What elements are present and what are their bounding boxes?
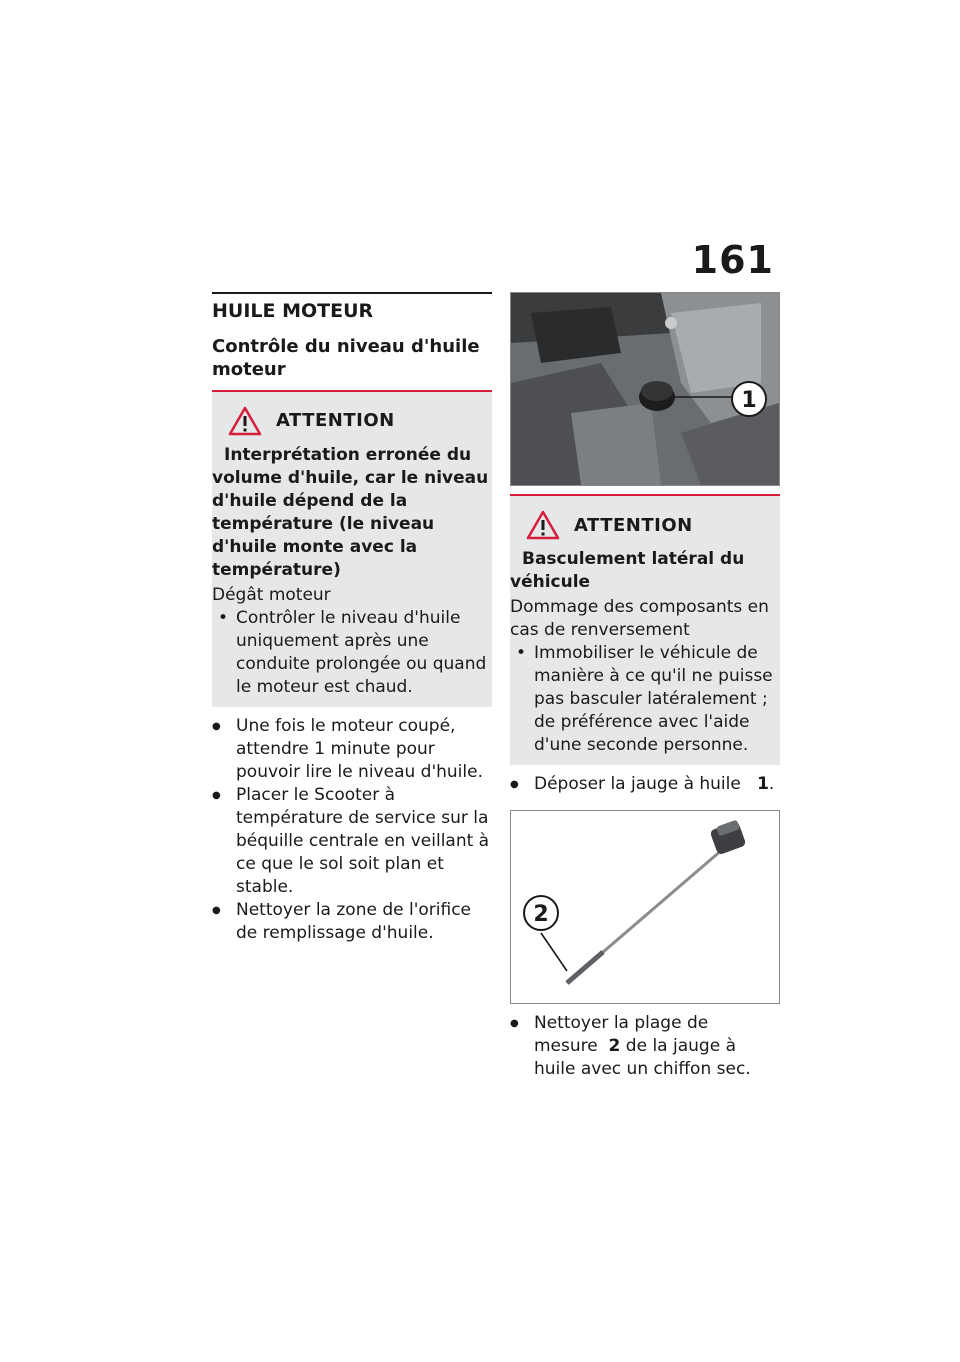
warning-box-tipping — [510, 496, 780, 765]
steps-list-remove — [510, 773, 780, 796]
warning-action: • Contrôler le niveau d'huile uniquement après une conduite prolongée ou quand le moteur est chaud. — [212, 607, 492, 699]
warning-box-temperature — [212, 390, 492, 707]
warning-body — [212, 444, 492, 699]
left-column — [212, 292, 492, 945]
warning-action: • Immobiliser le véhicule de manière à ce qu'il ne puisse pas basculer latéralement ; de préférence avec l'aide d'une seconde personne. — [510, 642, 780, 757]
step-clean-dipstick: ● Nettoyer la plage de mesure 2 de la jauge à huile avec un chiffon sec. — [510, 1012, 780, 1081]
warning-actions — [510, 642, 780, 757]
figure2-callout: 2 — [533, 902, 549, 927]
step-wait: ● Une fois le moteur coupé, attendre 1 minute pour pouvoir lire le niveau d'huile. — [212, 715, 492, 784]
warning-header — [510, 510, 780, 540]
warning-triangle-icon — [228, 406, 262, 436]
warning-body — [510, 548, 780, 757]
warning-header — [212, 406, 492, 436]
warning-consequence: Dommage des composants en cas de renversement — [510, 597, 769, 640]
steps-list-clean — [510, 1012, 780, 1081]
warning-title: Basculement latéral du véhicule — [510, 549, 745, 592]
section-title: HUILE MOTEUR — [212, 300, 374, 322]
steps-list-left — [212, 715, 492, 945]
warning-label: ATTENTION — [574, 514, 693, 536]
warning-label: ATTENTION — [276, 410, 395, 432]
warning-triangle-icon — [526, 510, 560, 540]
warning-title: Interprétation erronée du volume d'huile, car le niveau d'huile dépend de la température (le niveau d'huile monte avec la température) — [212, 444, 489, 580]
right-column — [510, 292, 780, 1081]
step-place-scooter: ● Placer le Scooter à température de service sur la béquille centrale en veillant à ce que le sol soit plan et stable. — [212, 784, 492, 899]
subsection-title: Contrôle du niveau d'huile moteur — [212, 335, 480, 381]
warning-consequence: Dégât moteur — [212, 584, 331, 605]
figure1-callout: 1 — [741, 388, 757, 413]
warning-actions — [212, 607, 492, 699]
page-number: 161 — [691, 238, 774, 282]
section-rule — [212, 292, 492, 294]
oil-filler-cap-photo — [510, 292, 780, 486]
step-clean-area: ● Nettoyer la zone de l'orifice de remplissage d'huile. — [212, 899, 492, 945]
step-remove-dipstick: ● Déposer la jauge à huile 1. — [510, 773, 780, 796]
oil-dipstick-drawing — [510, 810, 780, 1004]
